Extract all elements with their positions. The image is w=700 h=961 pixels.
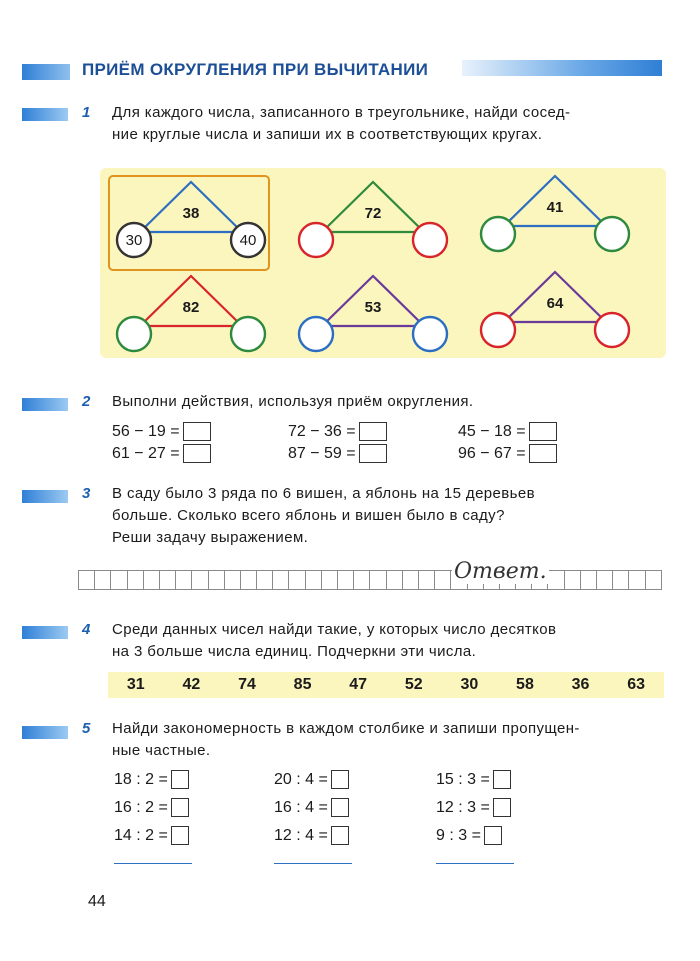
answer-box[interactable] [183,422,211,441]
triangle-figure [480,268,630,358]
expression-text: 61 − 27 = [112,444,180,462]
grid-cell[interactable] [547,570,563,590]
expression [288,444,387,463]
task3-text-line3: Реши задачу выражением. [112,529,309,546]
triangle-number: 53 [364,299,382,316]
task-number: 5 [82,720,91,737]
page-title: ПРИЁМ ОКРУГЛЕНИЯ ПРИ ВЫЧИТАНИИ [82,60,429,79]
answer-box[interactable] [529,444,557,463]
task1-text-line2: ние круглые числа и запиши их в соответствующих кругах. [112,126,543,143]
grid-cell[interactable] [78,570,94,590]
expression-text: 72 − 36 = [288,422,356,440]
task-marker [22,108,68,121]
division-expression [436,770,511,789]
task4-text-line1: Среди данных чисел найди такие, у которых число десятков [112,621,557,638]
grid-cell[interactable] [596,570,612,590]
task-number: 4 [82,621,91,638]
expression [112,444,211,463]
task5-text-line1: Найди закономерность в каждом столбике и запиши пропущен- [112,720,580,737]
task3-text-line1: В саду было 3 ряда по 6 вишен, а яблонь на 15 деревьев [112,485,535,502]
triangle-figure [116,272,266,362]
expression-text: 9 : 3 = [436,826,481,844]
strip-number[interactable]: 74 [238,676,256,693]
expression-text: 96 − 67 = [458,444,526,462]
answer-box[interactable] [171,826,189,845]
division-expression [114,826,189,845]
expression-text: 15 : 3 = [436,770,490,788]
answer-box[interactable] [331,826,349,845]
grid-cell[interactable] [159,570,175,590]
circle-number: 30 [125,232,143,249]
expression-text: 87 − 59 = [288,444,356,462]
triangle-figure [480,172,630,262]
triangle-number: 41 [546,199,564,216]
number-strip [108,672,664,698]
grid-cell[interactable] [288,570,304,590]
right-answer-circle[interactable] [413,223,447,257]
title-decoration-right [462,60,662,76]
expression-text: 16 : 4 = [274,798,328,816]
task-number: 1 [82,104,91,121]
grid-cell[interactable] [175,570,191,590]
grid-cell[interactable] [321,570,337,590]
grid-cell[interactable] [224,570,240,590]
answer-line[interactable] [274,863,352,864]
grid-cell[interactable] [645,570,662,590]
triangle-number: 72 [364,205,382,222]
expression-text: 12 : 4 = [274,826,328,844]
right-answer-circle[interactable] [231,317,265,351]
triangle-number: 64 [546,295,564,312]
expression-text: 20 : 4 = [274,770,328,788]
expression-text: 18 : 2 = [114,770,168,788]
answer-label: Ответ. [454,559,547,584]
expression [112,422,211,441]
triangle-number: 82 [182,299,200,316]
answer-box[interactable] [529,422,557,441]
triangle-figure [298,272,448,362]
task2-text: Выполни действия, используя приём округления. [112,393,474,410]
strip-number[interactable]: 36 [571,676,590,693]
division-expression [274,770,349,789]
division-expression [436,826,502,845]
expression-text: 16 : 2 = [114,798,168,816]
grid-cell[interactable] [580,570,596,590]
grid-cell[interactable] [143,570,159,590]
expression [288,422,387,441]
division-expression [436,798,511,817]
task-marker [22,626,68,639]
answer-line[interactable] [436,863,514,864]
answer-box[interactable] [183,444,211,463]
division-expression [274,798,349,817]
expression-text: 14 : 2 = [114,826,168,844]
task5-text-line2: ные частные. [112,742,211,759]
grid-cell[interactable] [418,570,434,590]
grid-cell[interactable] [612,570,628,590]
grid-cell[interactable] [386,570,402,590]
answer-box[interactable] [493,798,511,817]
left-answer-circle[interactable] [299,223,333,257]
strip-number[interactable]: 42 [182,676,201,693]
left-answer-circle[interactable] [481,313,515,347]
strip-number[interactable]: 63 [627,676,646,693]
grid-cell[interactable] [110,570,126,590]
strip-number[interactable]: 31 [126,676,145,693]
division-expression [274,826,349,845]
task-marker [22,398,68,411]
strip-number[interactable]: 85 [293,676,312,693]
left-answer-circle[interactable] [117,317,151,351]
answer-box[interactable] [171,770,189,789]
grid-cell[interactable] [191,570,207,590]
expression [458,422,557,441]
task1-text-line1: Для каждого числа, записанного в треугольнике, найди сосед- [112,104,571,121]
triangle-figure [298,178,448,268]
expression-text: 56 − 19 = [112,422,180,440]
left-answer-circle[interactable] [299,317,333,351]
grid-cell[interactable] [305,570,321,590]
circle-number: 40 [239,232,257,249]
grid-cell[interactable] [353,570,369,590]
grid-cell[interactable] [564,570,580,590]
grid-cell[interactable] [369,570,385,590]
grid-cell[interactable] [402,570,418,590]
left-answer-circle[interactable] [481,217,515,251]
division-expression [114,770,189,789]
grid-cell[interactable] [434,570,450,590]
grid-cell[interactable] [240,570,256,590]
task3-text-line2: больше. Сколько всего яблонь и вишен было в саду? [112,507,505,524]
grid-cell[interactable] [337,570,353,590]
task-number: 3 [82,485,91,502]
strip-number[interactable]: 52 [404,676,423,693]
task4-text-line2: на 3 больше числа единиц. Подчеркни эти числа. [112,643,477,660]
triangle-figure [116,178,266,268]
answer-box[interactable] [484,826,502,845]
grid-cell[interactable] [208,570,224,590]
answer-box[interactable] [331,798,349,817]
right-answer-circle[interactable] [595,313,629,347]
answer-box[interactable] [331,770,349,789]
strip-number[interactable]: 58 [516,676,534,693]
grid-cell[interactable] [94,570,110,590]
answer-box[interactable] [359,422,387,441]
grid-cell[interactable] [256,570,272,590]
grid-cell[interactable] [628,570,644,590]
right-answer-circle[interactable] [413,317,447,351]
task-number: 2 [82,393,91,410]
division-expression [114,798,189,817]
title-decoration-left [22,64,70,80]
answer-box[interactable] [171,798,189,817]
expression-text: 45 − 18 = [458,422,526,440]
page-number: 44 [88,893,106,910]
grid-cell[interactable] [272,570,288,590]
strip-number[interactable]: 47 [349,676,368,693]
grid-cell[interactable] [127,570,143,590]
task-marker [22,490,68,503]
expression-text: 12 : 3 = [436,798,490,816]
expression [458,444,557,463]
strip-number[interactable]: 30 [460,676,479,693]
right-answer-circle[interactable] [595,217,629,251]
triangle-number: 38 [182,205,200,222]
answer-line[interactable] [114,863,192,864]
answer-box[interactable] [493,770,511,789]
answer-grid[interactable] [78,570,662,590]
task-marker [22,726,68,739]
answer-box[interactable] [359,444,387,463]
